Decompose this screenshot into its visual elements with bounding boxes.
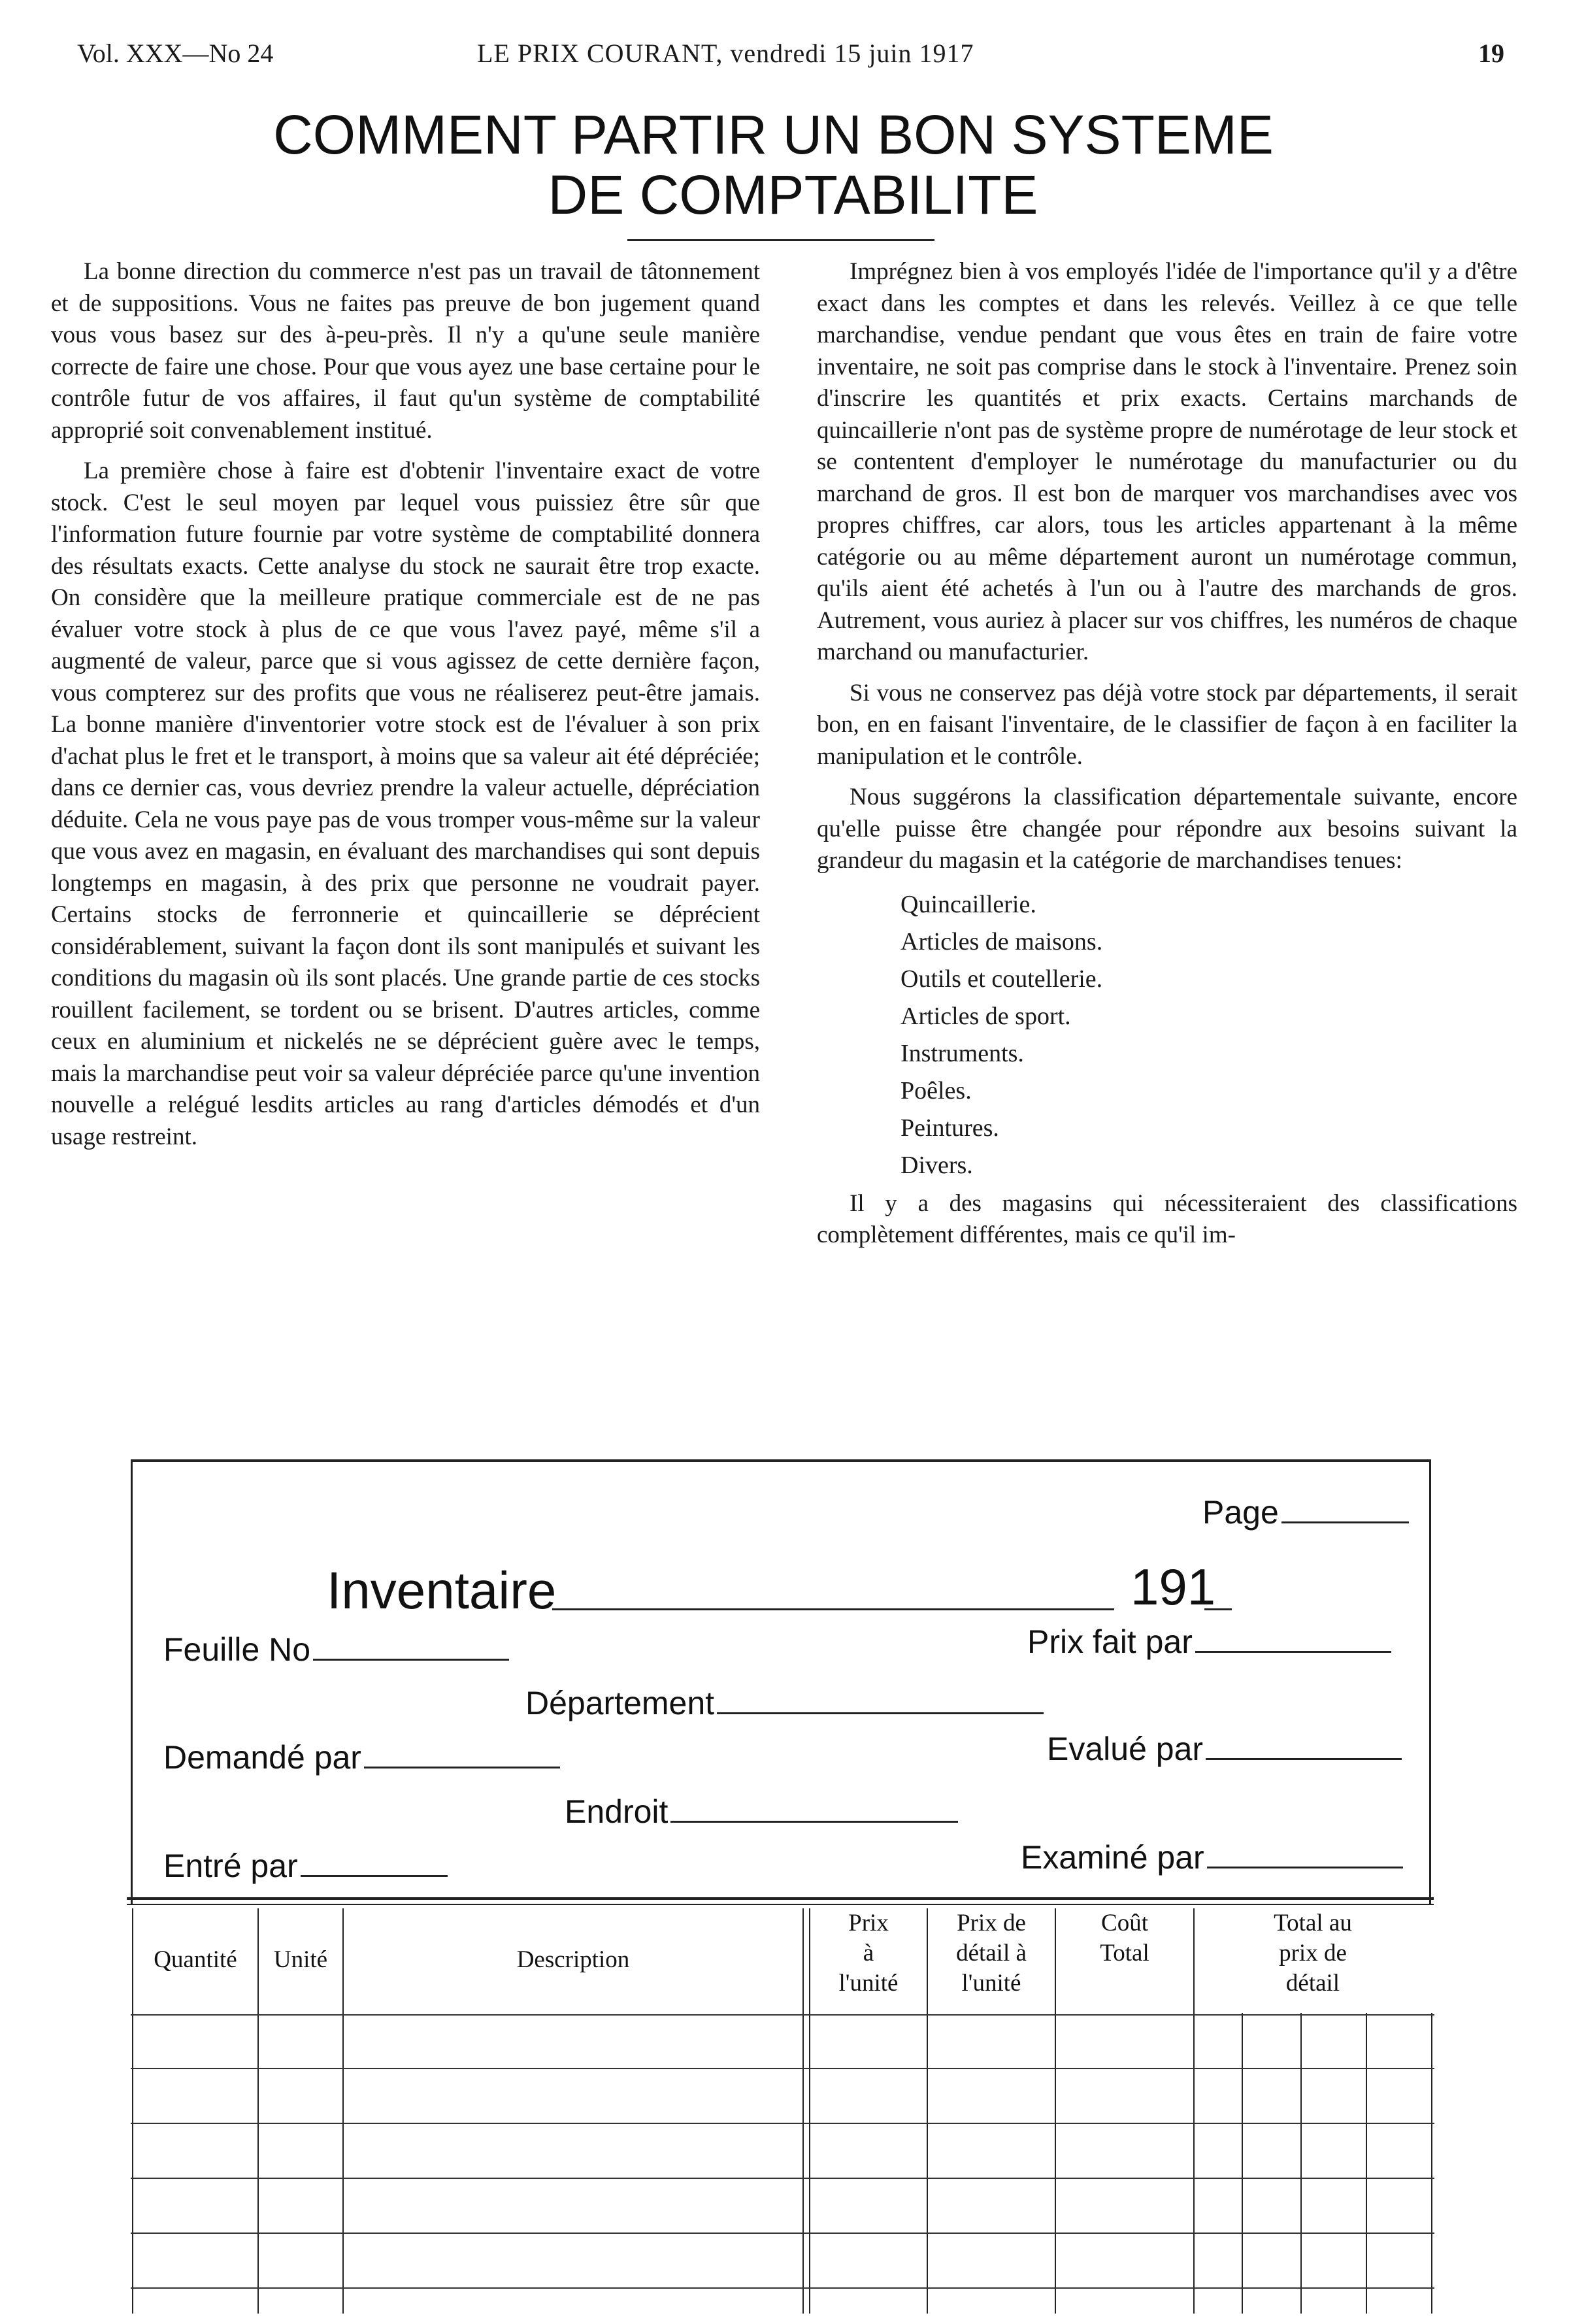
endroit-label: Endroit: [565, 1793, 669, 1830]
header-line: prix de: [1279, 1940, 1347, 1967]
title-line-2: DE COMPTABILITE: [548, 164, 1038, 225]
form-right-border: [1429, 1459, 1431, 1904]
list-item: Articles de maisons.: [900, 927, 1103, 955]
page-label: Page: [1202, 1494, 1279, 1531]
paragraph: Nous suggérons la classification départementale suivante, encore qu'elle puisse être changée pour répondre aux besoins suivant la grandeur du magasin et la catégorie de marchandises tenues:: [817, 784, 1517, 874]
article-column-right: [817, 256, 1517, 1261]
entre-blank: [301, 1874, 448, 1877]
paragraph: La bonne direction du commerce n'est pas un travail de tâtonnement et de suppositions. Vous ne faites pas preuve de bon jugement quand vous vous basez sur des à-peu-près. Il n'y a qu'une seule manière correcte de faire une chose. Pour que vous ayez une base certaine pour le contrôle futur de vos affaires, il faut qu'un système de comptabilité approprié soit convenablement institué.: [51, 258, 760, 444]
table-row-divider: [131, 2287, 1434, 2289]
prix-fait-label: Prix fait par: [1027, 1623, 1193, 1660]
inventory-table: [131, 1908, 1434, 2324]
departement-label: Département: [525, 1685, 715, 1721]
header-line: détail: [1285, 1970, 1340, 1997]
examine-field: [1021, 1838, 1403, 1876]
table-border-right: [1431, 2013, 1432, 2314]
publication-line: LE PRIX COURANT, vendredi 15 juin 1917: [477, 39, 974, 68]
table-row-divider: [131, 2233, 1434, 2234]
header-line: Total au: [1274, 1910, 1352, 1936]
article-title: [0, 105, 1586, 225]
header-line: Coût: [1101, 1910, 1148, 1936]
table-row-divider: [131, 2014, 1434, 2016]
column-header-description: Description: [516, 1946, 630, 1973]
header-line: l'unité: [961, 1970, 1021, 1997]
departement-blank: [717, 1712, 1044, 1714]
prix-fait-blank: [1195, 1650, 1391, 1653]
list-item: Quincaillerie.: [900, 890, 1036, 918]
endroit-field: [565, 1793, 958, 1831]
entre-label: Entré par: [163, 1848, 298, 1884]
list-item: Peintures.: [900, 1114, 999, 1142]
demande-blank: [364, 1766, 560, 1768]
paragraph: Si vous ne conservez pas déjà votre stock par départements, il serait bon, en en faisant l'inventaire, de le classifier de façon à en faciliter la manipulation et le contrôle.: [817, 679, 1517, 770]
inventaire-blank: [552, 1608, 1114, 1610]
feuille-label: Feuille No: [163, 1631, 311, 1668]
column-divider: [1242, 2013, 1243, 2314]
list-item: Articles de sport.: [900, 1002, 1071, 1030]
page-field: [1202, 1493, 1409, 1531]
year-blank: [1204, 1608, 1232, 1610]
inventaire-title: Inventaire: [327, 1561, 557, 1619]
column-header-total-detail: [1195, 1908, 1431, 1999]
header-line: Prix de: [957, 1910, 1026, 1936]
paragraph: Imprégnez bien à vos employés l'idée de l'importance qu'il y a d'être exact dans les comptes et dans les relevés. Veillez à ce que telle marchandise, vendue pendant que vous êtes en train de faire votre inventaire, ne soit pas comprise dans le stock à l'inventaire. Prenez soin d'inscrire les quantités et prix exacts. Certains marchands de quincaillerie n'ont pas de système propre de numérotage de leur stock et se contentent d'employer le numérotage du manufacturier ou du marchand de gros. Il est bon de marquer vos marchandises avec vos propres chiffres, car alors, tous les articles appartenant à la même catégorie ou au même département auront un numérotage commun, qu'ils aient été achetés à l'un ou à l'autre des marchands de gros. Autrement, vous auriez à placer sur vos chiffres, les numéros de chaque marchand ou manufacturier.: [817, 258, 1517, 665]
list-item: Divers.: [900, 1151, 973, 1179]
year-prefix: 191: [1131, 1558, 1216, 1616]
list-item: Poêles.: [900, 1076, 972, 1104]
prix-fait-field: [1027, 1623, 1391, 1661]
evalue-blank: [1206, 1757, 1402, 1760]
column-divider: [1300, 2013, 1302, 2314]
column-header-prix-detail: [928, 1908, 1055, 1999]
department-list: [900, 886, 1517, 1184]
header-line: détail à: [956, 1940, 1027, 1967]
header-line: Total: [1100, 1940, 1149, 1967]
form-top-border: [131, 1459, 1431, 1462]
column-divider: [802, 1908, 804, 2314]
column-divider: [1055, 1908, 1056, 2314]
form-divider-thin: [127, 1904, 1434, 1905]
departement-field: [525, 1684, 1044, 1722]
examine-blank: [1207, 1866, 1403, 1868]
examine-label: Examiné par: [1021, 1839, 1204, 1876]
page-number: 19: [1478, 39, 1504, 68]
column-header-prix-unite: [810, 1908, 927, 1999]
demande-field: [163, 1738, 560, 1776]
list-item: Outils et coutellerie.: [900, 965, 1103, 993]
list-item: Instruments.: [900, 1039, 1024, 1067]
article-column-left: [51, 256, 760, 1162]
title-divider: [627, 239, 934, 241]
feuille-blank: [313, 1658, 509, 1661]
column-header-quantite: Quantité: [154, 1946, 237, 1973]
running-header: [0, 38, 1586, 84]
feuille-field: [163, 1631, 509, 1668]
column-header-unite: Unité: [273, 1946, 328, 1973]
table-row-divider: [131, 2178, 1434, 2179]
table-row-divider: [131, 2068, 1434, 2069]
form-divider: [127, 1897, 1434, 1900]
evalue-field: [1047, 1730, 1402, 1768]
evalue-label: Evalué par: [1047, 1731, 1204, 1767]
volume-number: Vol. XXX—No 24: [77, 39, 274, 68]
table-row-divider: [131, 2123, 1434, 2124]
endroit-blank: [670, 1820, 958, 1823]
header-line: Prix: [848, 1910, 889, 1936]
demande-label: Demandé par: [163, 1739, 361, 1776]
form-left-border: [131, 1459, 133, 1904]
column-header-cout-total: [1056, 1908, 1193, 1968]
title-line-1: COMMENT PARTIR UN BON SYSTEME: [273, 104, 1274, 165]
column-divider: [1366, 2013, 1367, 2314]
paragraph: Il y a des magasins qui nécessiteraient des classifications complètement différentes, mais ce qu'il im-: [817, 1189, 1517, 1248]
entre-field: [163, 1847, 448, 1885]
header-line: l'unité: [838, 1970, 899, 1997]
paragraph: La première chose à faire est d'obtenir l'inventaire exact de votre stock. C'est le seul moyen par lequel vous puissiez être sûr que l'information future fournie par votre système de comptabilité donnera des résultats exacts. Cette analyse du stock ne saurait être trop exacte. On considère que la meilleure pratique commerciale est de ne pas évaluer votre stock à plus de ce que vous l'avez payé, même s'il a augmenté de valeur, parce que si vous agissez de cette dernière façon, vous compterez sur des profits que vous ne réaliserez peut-être jamais. La bonne manière d'inventorier votre stock est de l'évaluer à son prix d'achat plus le fret et le transport, à moins que sa valeur ait été dépréciée; dans ce dernier cas, vous devriez prendre la valeur actuelle, dépréciation déduite. Cela ne vous paye pas de vous tromper vous-même sur la valeur que vous avez en magasin, en évaluant des marchandises qui sont depuis longtemps en magasin, à des prix que personne ne voudrait payer. Certains stocks de ferronnerie et quincaillerie se déprécient considérablement, suivant la façon dont ils sont manipulés et suivant les conditions du magasin où ils sont placés. Une grande partie de ces stocks rouillent facilement, se tordent ou se brisent. D'autres articles, comme ceux en aluminium et nickelés ne se déprécient guère avec le temps, mais la marchandise peut voir sa valeur dépréciée parce qu'une invention nouvelle a relégué lesdits articles au rang d'articles démodés et d'un usage restreint.: [51, 457, 760, 1150]
header-line: à: [863, 1940, 874, 1967]
page-blank: [1281, 1521, 1409, 1523]
